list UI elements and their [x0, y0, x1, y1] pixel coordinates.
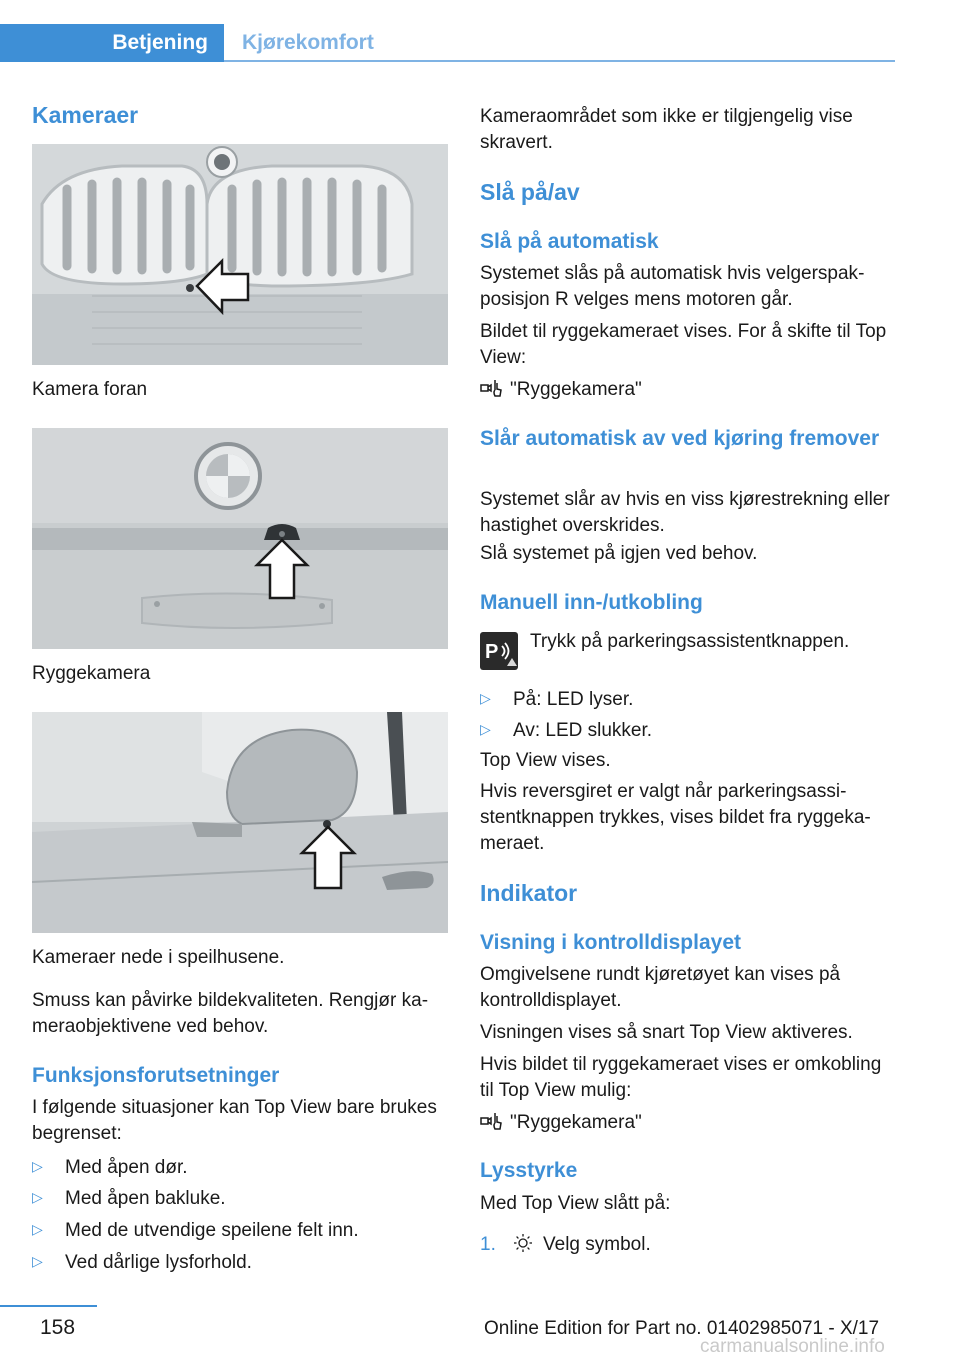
bullet-triangle-icon: ▷: [32, 1189, 43, 1205]
brightness-icon: [513, 1233, 543, 1261]
paragraph-area: Kameraområdet som ikke er tilgjengelig vise skravert.: [480, 106, 853, 153]
mirror-camera-image: [32, 712, 448, 933]
camera-option-1: "Ryggekamera": [480, 377, 896, 406]
paragraph-surround: Omgivelsene rundt kjøretøyet kan vises på kontrolldisplayet.: [480, 964, 841, 1011]
list-item: ▷ Med åpen bakluke.: [32, 1184, 226, 1212]
rear-camera-image: [32, 428, 448, 649]
paragraph-shown: Visningen vises så snart Top View aktiveres.: [480, 1022, 853, 1043]
heading-auto-off: Slår automatisk av ved kjøring fremover: [480, 427, 880, 450]
paragraph-auto-on: Systemet slås på automatisk hvis velgerspakposisjon R velges mens motoren går.: [480, 263, 865, 310]
list-item: 1. Velg symbol.: [480, 1232, 651, 1261]
heading-onoff: Slå på/av: [480, 179, 580, 205]
header-rule: [224, 60, 895, 62]
heading-indicator: Indikator: [480, 880, 578, 906]
paragraph-press: Trykk på parkeringsassistentknappen.: [530, 631, 850, 652]
heading-kameraer: Kameraer: [32, 102, 139, 128]
camera-touch-icon: [480, 378, 510, 406]
paragraph-reverse: Hvis reversgiret er valgt når parkeringsassistentknappen trykkes, vises bildet fra ryggekameraet.: [480, 781, 871, 854]
paragraph-switch2: Hvis bildet til ryggekameraet vises er omkobling til Top View mulig:: [480, 1054, 882, 1101]
list-item: ▷ På: LED lyser.: [480, 685, 633, 713]
front-camera-image: [32, 144, 448, 365]
paragraph-conditions: I følgende situasjoner kan Top View bare brukes begrenset:: [32, 1097, 437, 1144]
bullet-triangle-icon: ▷: [32, 1221, 43, 1237]
bullet-triangle-icon: ▷: [32, 1253, 43, 1269]
list-item: ▷ Ved dårlige lysforhold.: [32, 1248, 252, 1276]
heading-display: Visning i kontrolldisplayet: [480, 931, 741, 954]
caption-rear-camera: Ryggekamera: [32, 663, 151, 684]
edition-label: Online Edition for Part no. 01402985071 - X/17: [484, 1318, 880, 1339]
list-item: ▷ Med de utvendige speilene felt inn.: [32, 1216, 359, 1244]
footer-rule: [0, 1305, 97, 1307]
camera-option-2: "Ryggekamera": [480, 1110, 896, 1139]
bullet-triangle-icon: ▷: [32, 1158, 43, 1174]
paragraph-auto-off: Systemet slår av hvis en viss kjørestrekning eller hastighet overskrides.: [480, 489, 890, 536]
heading-brightness: Lysstyrke: [480, 1159, 578, 1182]
paragraph-dirt: Smuss kan påvirke bildekvaliteten. Rengjør kameraobjektivene ved behov.: [32, 990, 429, 1037]
paragraph-switch: Bildet til ryggekameraet vises. For å skifte til Top View:: [480, 321, 887, 368]
parking-assistant-button-icon: [480, 632, 518, 670]
watermark: carmanualsonline.info: [700, 1336, 885, 1357]
tab-betjening[interactable]: Betjening: [0, 24, 224, 62]
heading-manual: Manuell inn-/utkobling: [480, 591, 703, 614]
page-number: 158: [40, 1316, 76, 1339]
bullet-triangle-icon: ▷: [480, 690, 491, 706]
list-item: ▷ Av: LED slukker.: [480, 716, 652, 744]
caption-front-camera: Kamera foran: [32, 379, 148, 400]
paragraph-again: Slå systemet på igjen ved behov.: [480, 543, 758, 564]
camera-touch-icon: [480, 1111, 510, 1139]
list-item: ▷ Med åpen dør.: [32, 1153, 188, 1181]
tab-kjorekomfort[interactable]: Kjørekomfort: [242, 31, 374, 54]
svg-text:P: P: [485, 641, 499, 663]
caption-mirror-camera: Kameraer nede i speilhusene.: [32, 947, 285, 968]
paragraph-topview: Top View vises.: [480, 750, 611, 771]
bullet-triangle-icon: ▷: [480, 721, 491, 737]
heading-conditions: Funksjonsforutsetninger: [32, 1064, 280, 1087]
heading-auto-on: Slå på automatisk: [480, 230, 659, 253]
paragraph-brightness: Med Top View slått på:: [480, 1193, 671, 1214]
header-tabs: [0, 24, 392, 62]
step-number: 1.: [480, 1234, 496, 1255]
